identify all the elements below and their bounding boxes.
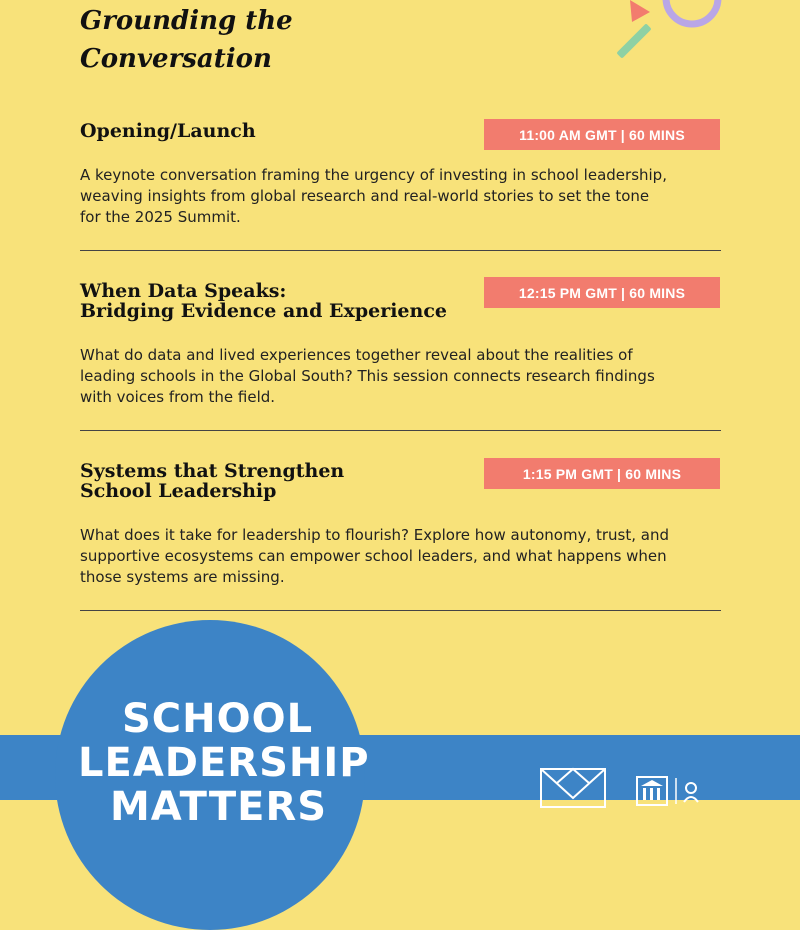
- logo-line3: MATTERS: [110, 784, 328, 830]
- session-title-line2: Bridging Evidence and Experience: [80, 300, 447, 322]
- time-badge: 12:15 PM GMT | 60 MINS: [484, 277, 720, 308]
- logo-line2: LEADERSHIP: [78, 740, 370, 786]
- session-title: [80, 121, 256, 141]
- session-title: [80, 281, 447, 321]
- page-title-line1: Grounding the: [80, 6, 293, 36]
- session-title-line2: School Leadership: [80, 480, 277, 502]
- school-leadership-matters-logo: [78, 697, 370, 829]
- session-description: What do data and lived experiences together reveal about the realities of leading schools in the Global South? This session connects research findings with voices from the field.: [80, 346, 655, 406]
- session-title-line1: Systems that Strengthen: [80, 460, 345, 482]
- session-description: What does it take for leadership to flourish? Explore how autonomy, trust, and supportive ecosystems can empower school leaders, and what happens when those systems are missing.: [80, 526, 669, 586]
- session-title: [80, 461, 344, 501]
- page-title-line2: Conversation: [80, 44, 272, 74]
- partner-logo-icon: [540, 768, 606, 808]
- ring-decoration-icon: [600, 0, 760, 70]
- divider: [80, 250, 721, 251]
- divider: [80, 430, 721, 431]
- page-title: [80, 2, 293, 78]
- time-badge: 1:15 PM GMT | 60 MINS: [484, 458, 720, 489]
- session-description: A keynote conversation framing the urgency of investing in school leadership, weaving insights from global research and real-world stories to set the tone for the 2025 Summit.: [80, 166, 667, 226]
- session-title-line1: When Data Speaks:: [80, 280, 287, 302]
- divider: [80, 610, 721, 611]
- unesco-logo-icon: [636, 776, 716, 806]
- time-badge: 11:00 AM GMT | 60 MINS: [484, 119, 720, 150]
- session-title-line1: Opening/Launch: [80, 120, 256, 142]
- logo-line1: SCHOOL: [122, 696, 314, 742]
